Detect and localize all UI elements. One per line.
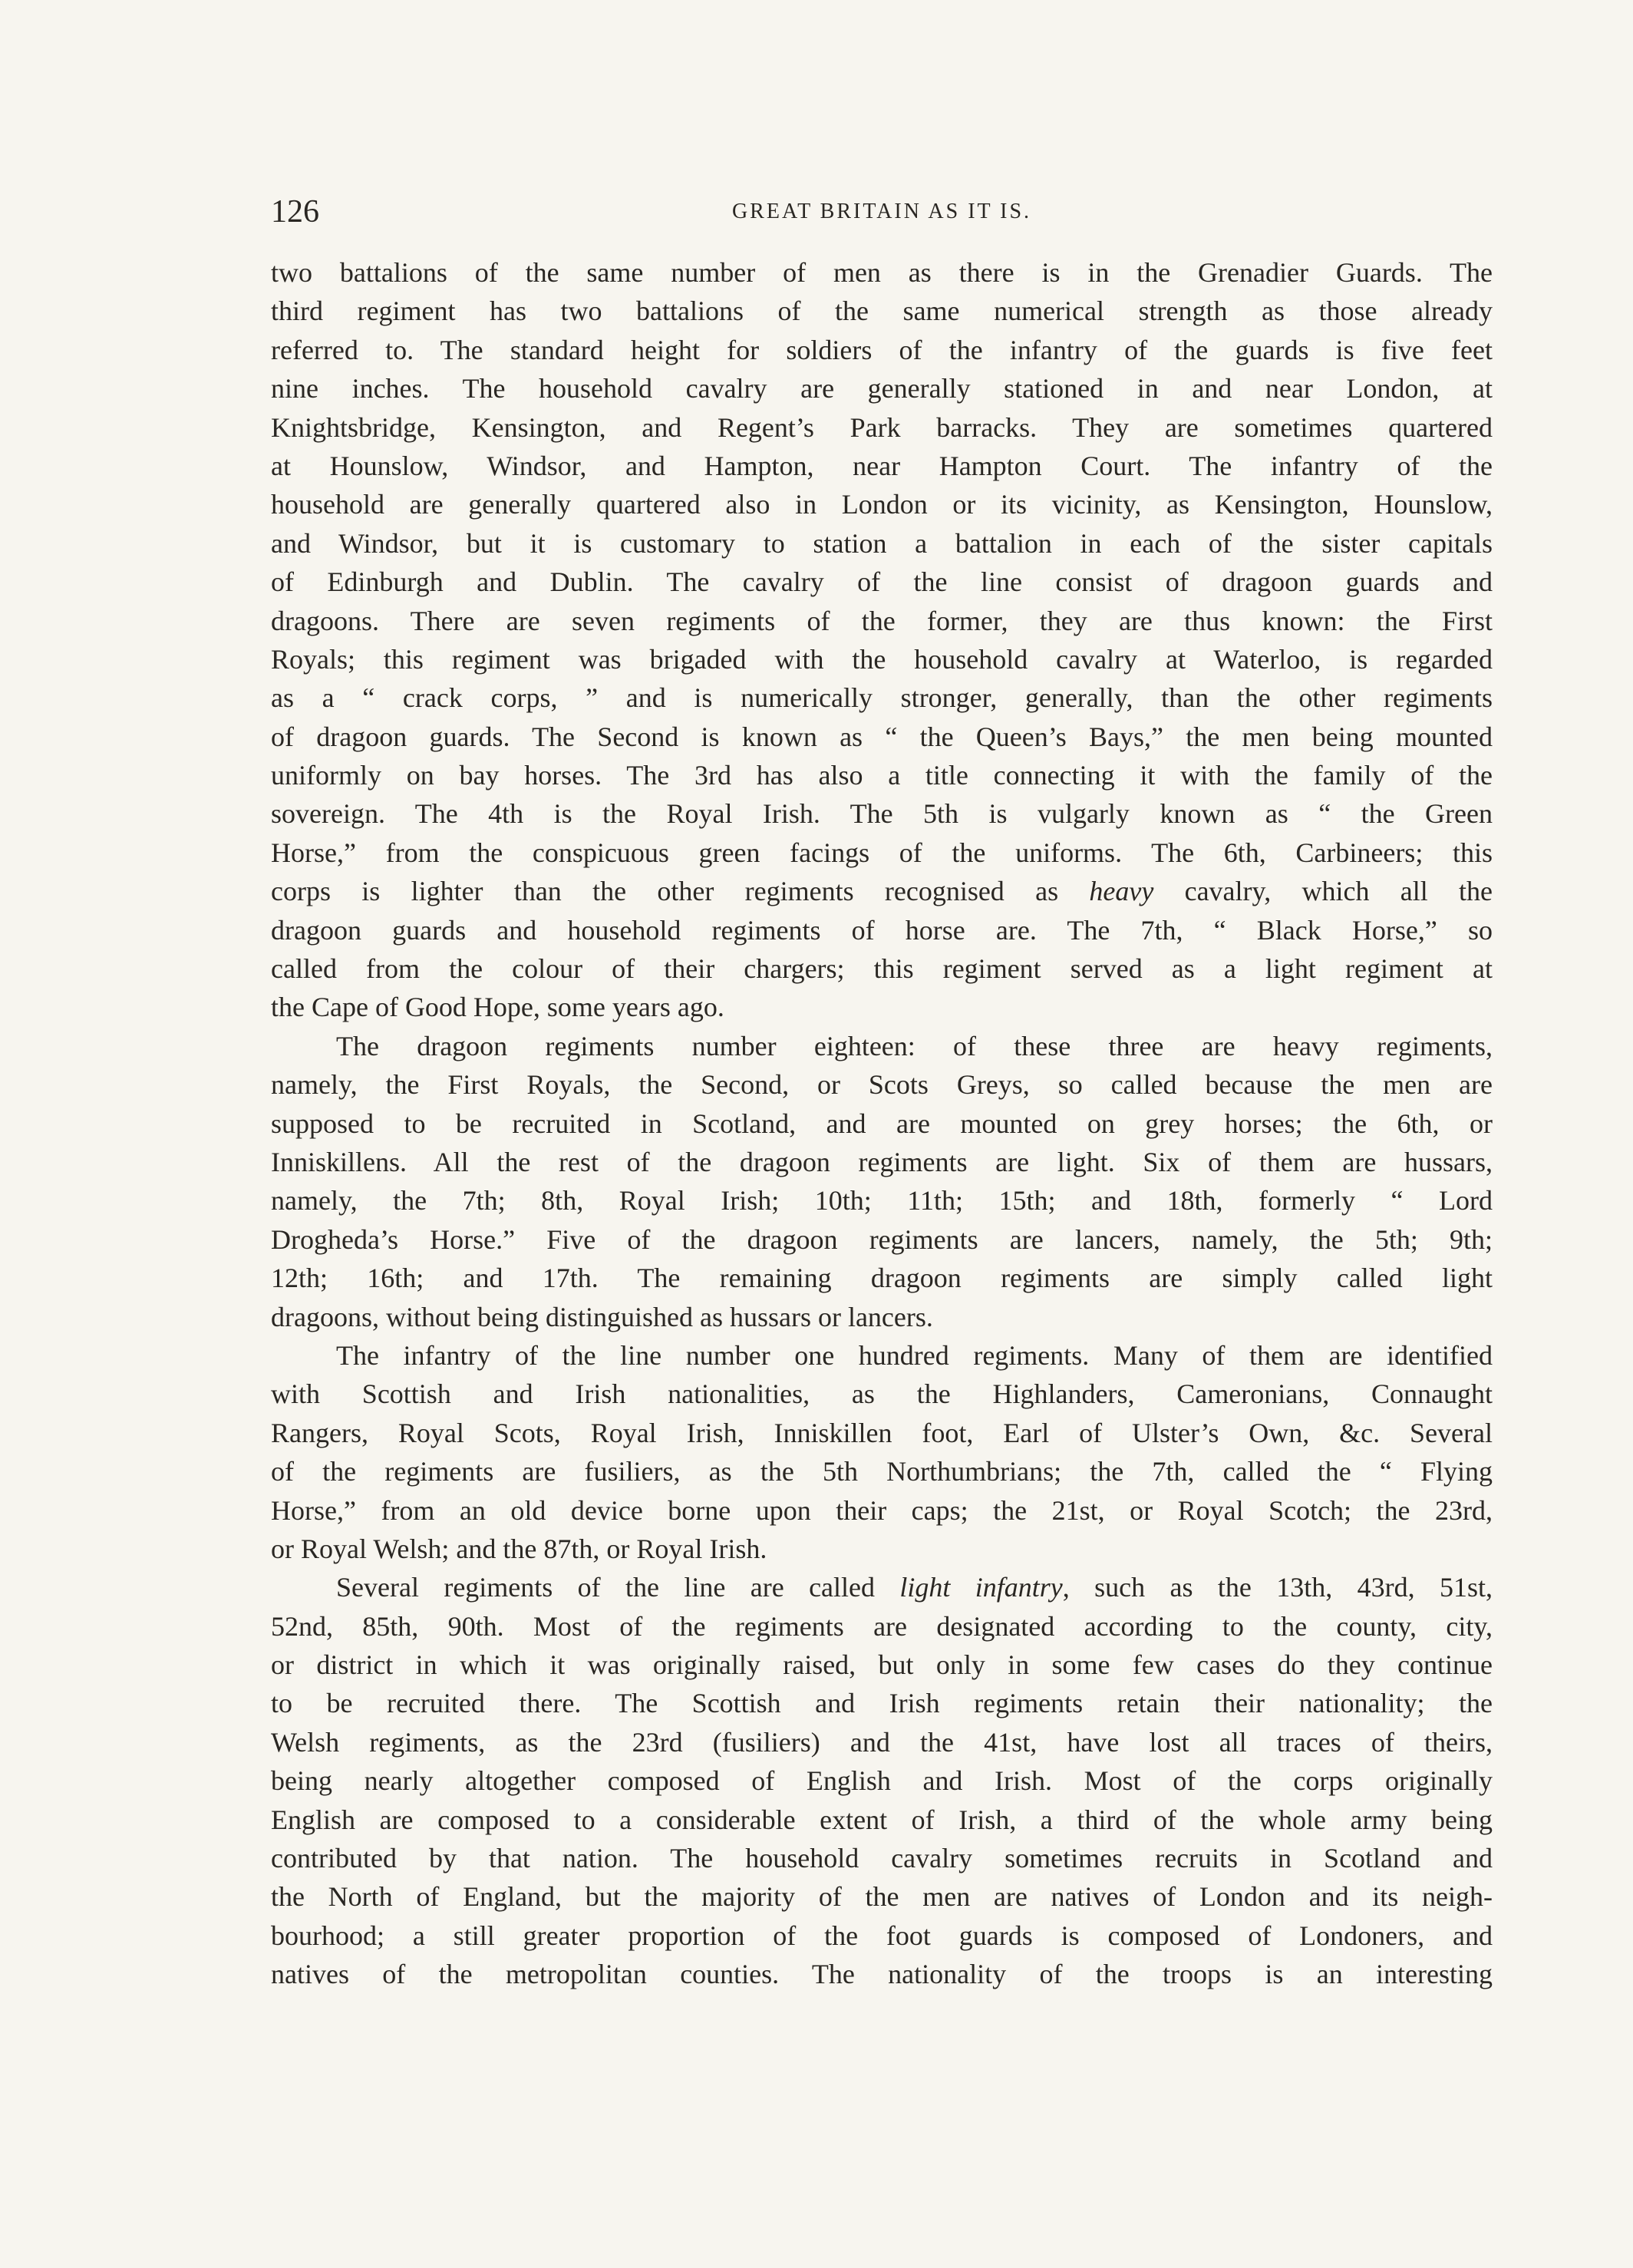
paragraph-end-line: or Royal Welsh; and the 87th, or Royal Irish. <box>271 1533 767 1564</box>
text-line: English are composed to a considerable extent of Irish, a third of the whole army being <box>271 1804 1493 1835</box>
text-run: , such as the 13th, 43rd, 51st, <box>1062 1572 1493 1603</box>
text-line: Royals; this regiment was brigaded with the household cavalry at Waterloo, is regarded <box>271 643 1493 675</box>
italic-term: heavy <box>1089 876 1154 907</box>
text-line: and Windsor, but it is customary to station a battalion in each of the sister capitals <box>271 527 1493 559</box>
text-line: household are generally quartered also in London or its vicinity, as Kensington, Hounslow, <box>271 489 1493 520</box>
text-line: contributed by that nation. The household cavalry sometimes recruits in Scotland and <box>271 1843 1493 1874</box>
paragraph-end-line: dragoons, without being distinguished as hussars or lancers. <box>271 1301 933 1332</box>
text-line: namely, the 7th; 8th, Royal Irish; 10th; 11th; 15th; and 18th, formerly “ Lord <box>271 1185 1493 1217</box>
text-line: sovereign. The 4th is the Royal Irish. The 5th is vulgarly known as “ the Green <box>271 798 1493 830</box>
text-line: referred to. The standard height for soldiers of the infantry of the guards is five feet <box>271 334 1493 365</box>
text-line: natives of the metropolitan counties. The nationality of the troops is an interesting <box>271 1959 1493 1990</box>
text-line: two battalions of the same number of men as there is in the Grenadier Guards. The <box>271 257 1493 288</box>
text-line: being nearly altogether composed of English and Irish. Most of the corps originally <box>271 1765 1493 1797</box>
text-line: called from the colour of their chargers; this regiment served as a light regiment at <box>271 953 1493 985</box>
paragraph-end-line: the Cape of Good Hope, some years ago. <box>271 992 724 1023</box>
text-line: nine inches. The household cavalry are generally stationed in and near London, at <box>271 373 1493 404</box>
text-line: of dragoon guards. The Second is known as “ the Queen’s Bays,” the men being mounted <box>271 721 1493 752</box>
text-line: third regiment has two battalions of the same numerical strength as those already <box>271 295 1493 327</box>
running-title: GREAT BRITAIN AS IT IS. <box>731 200 1032 223</box>
text-line: to be recruited there. The Scottish and Irish regiments retain their nationality; the <box>271 1688 1493 1719</box>
text-line: 12th; 16th; and 17th. The remaining dragoon regiments are simply called light <box>271 1263 1493 1294</box>
text-line: uniformly on bay horses. The 3rd has also a title connecting it with the family of the <box>271 760 1493 791</box>
text-line: Inniskillens. All the rest of the dragoon regiments are light. Six of them are hussars, <box>271 1146 1493 1177</box>
text-run: Several regiments of the line are called <box>336 1572 900 1603</box>
text-line-with-italic <box>271 872 1493 910</box>
text-run: cavalry, which all the <box>1153 876 1493 907</box>
text-line: at Hounslow, Windsor, and Hampton, near Hampton Court. The infantry of the <box>271 450 1493 481</box>
page-number: 126 <box>271 194 319 229</box>
text-line: Knightsbridge, Kensington, and Regent’s Park barracks. They are sometimes quartered <box>271 411 1493 443</box>
italic-term: light infantry <box>899 1572 1063 1603</box>
text-line: the North of England, but the majority of the men are natives of London and its neigh- <box>271 1881 1493 1913</box>
paragraph-first-line: The dragoon regiments number eighteen: of these three are heavy regiments, <box>336 1030 1493 1061</box>
text-run: corps is lighter than the other regiments recognised as <box>271 876 1090 907</box>
text-line: or district in which it was originally raised, but only in some few cases do they continue <box>271 1649 1493 1681</box>
paragraph-first-line-with-italic <box>271 1568 1493 1606</box>
text-line: as a “ crack corps, ” and is numerically stronger, generally, than the other regiments <box>271 682 1493 714</box>
text-line: Drogheda’s Horse.” Five of the dragoon regiments are lancers, namely, the 5th; 9th; <box>271 1223 1493 1255</box>
text-line: Rangers, Royal Scots, Royal Irish, Inniskillen foot, Earl of Ulster’s Own, &c. Several <box>271 1417 1493 1448</box>
text-line: Horse,” from an old device borne upon their caps; the 21st, or Royal Scotch; the 23rd, <box>271 1494 1493 1526</box>
text-line: Horse,” from the conspicuous green facings of the uniforms. The 6th, Carbineers; this <box>271 837 1493 868</box>
text-line: dragoons. There are seven regiments of the former, they are thus known: the First <box>271 605 1493 636</box>
paragraph-first-line: The infantry of the line number one hundred regiments. Many of them are identified <box>336 1339 1493 1371</box>
text-line: dragoon guards and household regiments of horse are. The 7th, “ Black Horse,” so <box>271 914 1493 946</box>
text-line: Welsh regiments, as the 23rd (fusiliers) and the 41st, have lost all traces of theirs, <box>271 1726 1493 1758</box>
text-line: of Edinburgh and Dublin. The cavalry of the line consist of dragoon guards and <box>271 566 1493 598</box>
text-line: supposed to be recruited in Scotland, and are mounted on grey horses; the 6th, or <box>271 1108 1493 1139</box>
running-head <box>271 189 1493 235</box>
text-line: 52nd, 85th, 90th. Most of the regiments are designated according to the county, city, <box>271 1610 1493 1642</box>
text-line: of the regiments are fusiliers, as the 5th Northumbrians; the 7th, called the “ Flying <box>271 1456 1493 1487</box>
text-line: bourhood; a still greater proportion of the foot guards is composed of Londoners, and <box>271 1920 1493 1951</box>
text-line: with Scottish and Irish nationalities, as the Highlanders, Cameronians, Connaught <box>271 1378 1493 1410</box>
body-text <box>271 253 1493 1994</box>
text-line: namely, the First Royals, the Second, or Scots Greys, so called because the men are <box>271 1069 1493 1101</box>
